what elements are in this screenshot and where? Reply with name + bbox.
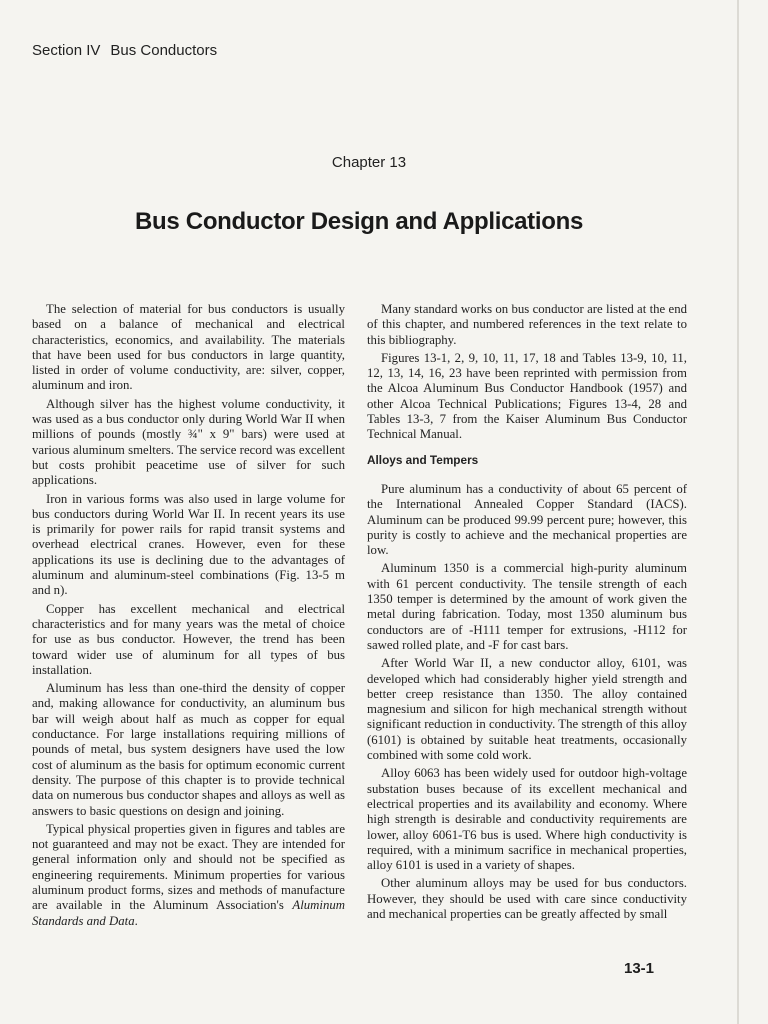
section-number: Section IV [32, 42, 101, 59]
paragraph: Many standard works on bus conductor are listed at the end of this chapter, and numbered references in the text relate to this bibliography. [367, 302, 687, 347]
publication-title: Aluminum Standards and Data [32, 898, 345, 928]
paragraph [32, 822, 345, 929]
paragraph: Alloy 6063 has been widely used for outdoor high-voltage substation buses because of its excellent mechanical and electrical properties and its availability and economy. Where high strength is desirable and conductivity requirements are lower, alloy 6061-T6 bus is used. Where high conductivity is required, with a minimum sacrifice in mechanical properties, alloy 6101 is used in a variety of shapes. [367, 766, 687, 873]
paragraph: The selection of material for bus conductors is usually based on a balance of mechanical and electrical characteristics, economics, and availability. The materials that have been used for bus conductors in large quantity, listed in order of volume conductivity, are: silver, copper, aluminum and iron. [32, 302, 345, 393]
paragraph: Copper has excellent mechanical and electrical characteristics and for many years was the metal of choice for use as bus conductor. However, the trend has been toward wider use of aluminum for all types of bus installation. [32, 601, 345, 677]
paragraph-text: Typical physical properties given in figures and tables are not guaranteed and may not be exact. They are intended for general information only and should not be specified as engineering requirements. Minimum properties for various aluminum product forms, sizes and methods of manufacture are available in the Aluminum Association's [32, 821, 345, 913]
section-title: Bus Conductors [110, 42, 218, 59]
chapter-title: Bus Conductor Design and Applications [134, 208, 584, 235]
left-column [32, 302, 345, 932]
paragraph: Iron in various forms was also used in large volume for bus conductors during World War II. In recent years its use is primarily for power rails for rapid transit systems and overhead electrical cranes. However, even for these applications its use is declining due to the advantages of aluminum and aluminum-steel combinations (Fig. 13-5 m and n). [32, 491, 345, 598]
paragraph-end: . [134, 913, 138, 928]
running-header [32, 42, 217, 59]
page-number: 13-1 [624, 960, 655, 977]
paragraph: After World War II, a new conductor alloy, 6101, was developed which had considerably higher yield strength and better creep resistance than 1350. The alloy contained magnesium and silicon for high mechanical strength without significant reduction in conductivity. The strength of this alloy (6101) is obtained by suitable heat treatments, occasionally combined with some cold work. [367, 656, 687, 763]
chapter-label: Chapter 13 [331, 154, 407, 171]
paragraph: Figures 13-1, 2, 9, 10, 11, 17, 18 and Tables 13-9, 10, 11, 12, 13, 14, 16, 23 have been reprinted with permission from the Alcoa Aluminum Bus Conductor Handbook (1957) and other Alcoa Technical Publications; Figures 13-4, 28 and Tables 13-3, 7 from the Kaiser Aluminum Bus Conductor Technical Manual. [367, 350, 687, 442]
paragraph: Other aluminum alloys may be used for bus conductors. However, they should be used with care since conductivity and mechanical properties can be greatly affected by small [367, 876, 687, 921]
paragraph: Pure aluminum has a conductivity of about 65 percent of the International Annealed Copper Standard (IACS). Aluminum can be produced 99.99 percent pure; however, this purity is costly to achieve and the mechanical properties are low. [367, 481, 687, 558]
subheading-alloys-and-tempers: Alloys and Tempers [367, 452, 479, 467]
right-column [367, 302, 687, 925]
paragraph: Aluminum has less than one-third the density of copper and, making allowance for conductivity, an aluminum bus bar will weigh about half as much as copper for equal conductance. For large installations requiring millions of pounds of metal, bus system designers have used the low cost of aluminum as the basis for optimum economic current density. The purpose of this chapter is to provide technical data on numerous bus conductor shapes and alloys as well as answers to basic questions on design and joining. [32, 681, 345, 818]
paragraph: Aluminum 1350 is a commercial high-purity aluminum with 61 percent conductivity. The tensile strength of each 1350 temper is determined by the amount of work given the metal during fabrication. Today, most 1350 aluminum bus conductors are of -H111 temper for extrusions, -H112 for sawed rolled plate, and -F for cast bars. [367, 561, 687, 652]
paragraph: Although silver has the highest volume conductivity, it was used as a bus conductor only during World War II when millions of pounds (mostly ¾" x 9" bars) were used at various aluminum smelters. The service record was excellent but costs prohibit peacetime use of silver for such applications. [32, 396, 345, 488]
